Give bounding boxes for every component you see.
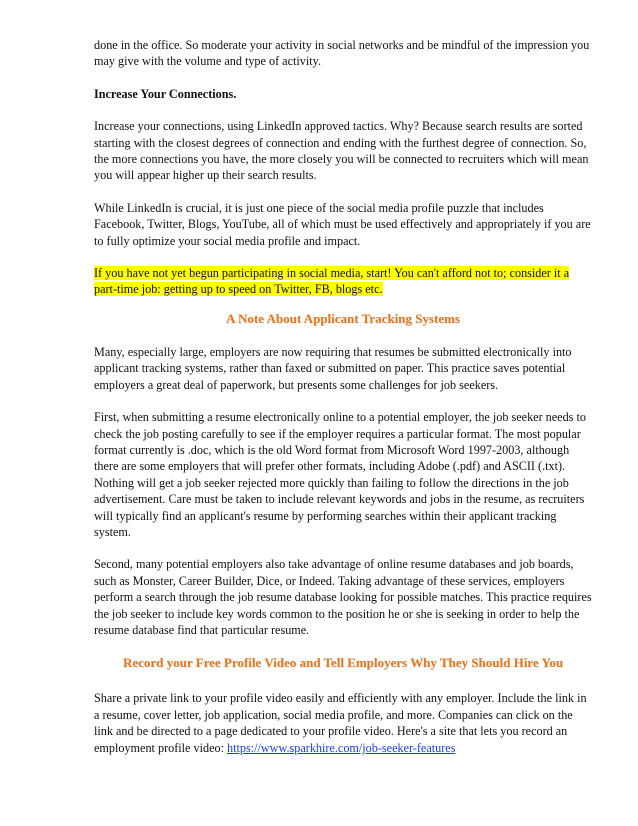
ats-heading: A Note About Applicant Tracking Systems [226,310,460,326]
ats-paragraph-2: First, when submitting a resume electronically online to a potential employer, the job seeker needs to check the job posting carefully to see if the employer requires a particular format. The most popular format currently is .doc, which is the old Word format from Microsoft Word 1997-2003, although there are some employers that will prefer other formats, including Adobe (.pdf) and ASCII (.txt). Nothing will get a job seeker rejected more quickly than failing to follow the directions in the job advertisement. Care must be taken to include relevant keywords and jobs in the resume, as recruiters will typically find an applicant's resume by performing searches within their applicant tracking system. [94,410,586,539]
connections-paragraph: Increase your connections, using LinkedIn approved tactics. Why? Because search results are sorted starting with the closest degrees of connection and ending with the furthest degree of connection. So, the more connections you have, the more closely you will be connected to recruiters which will mean you will appear higher up their search results. [94,119,589,183]
highlight-paragraph [94,265,592,298]
video-paragraph [94,690,592,756]
linkedin-paragraph: While LinkedIn is crucial, it is just one piece of the social media profile puzzle that includes Facebook, Twitter, Blogs, YouTube, all of which must be used effectively and appropriately if you are to fully optimize your social media profile and impact. [94,200,591,248]
ats-paragraph-3: Second, many potential employers also take advantage of online resume databases and job boards, such as Monster, Career Builder, Dice, or Indeed. Taking advantage of these services, employers perform a search through the job resume database looking for possible matches. This practice requires the job seeker to include key words common to the position he or she is seeking in order to help the resume database find that particular resume. [94,557,592,637]
highlighted-text: If you have not yet begun participating in social media, start! You can't afford not to; consider it a part-time job: getting up to speed on Twitter, FB, blogs etc. [94,266,570,297]
connections-heading: Increase Your Connections. [94,86,237,101]
video-body-text: Share a private link to your profile video easily and efficiently with any employer. Include the link in a resume, cover letter, job application, social media profile, and more. Companies can click on the link and be directed to a page dedicated to your profile video. Here's a site that lets you record an employment profile video: [94,691,587,755]
ats-paragraph-1: Many, especially large, employers are now requiring that resumes be submitted electronically into applicant tracking systems, rather than faxed or submitted on paper. This practice saves potential employers a great deal of paperwork, but presents some challenges for job seekers. [94,344,572,392]
sparkhire-link[interactable]: https://www.sparkhire.com/job-seeker-features [227,740,456,755]
video-heading: Record your Free Profile Video and Tell Employers Why They Should Hire You [122,655,564,671]
intro-paragraph: done in the office. So moderate your activity in social networks and be mindful of the impression you may give with the volume and type of activity. [94,38,590,69]
